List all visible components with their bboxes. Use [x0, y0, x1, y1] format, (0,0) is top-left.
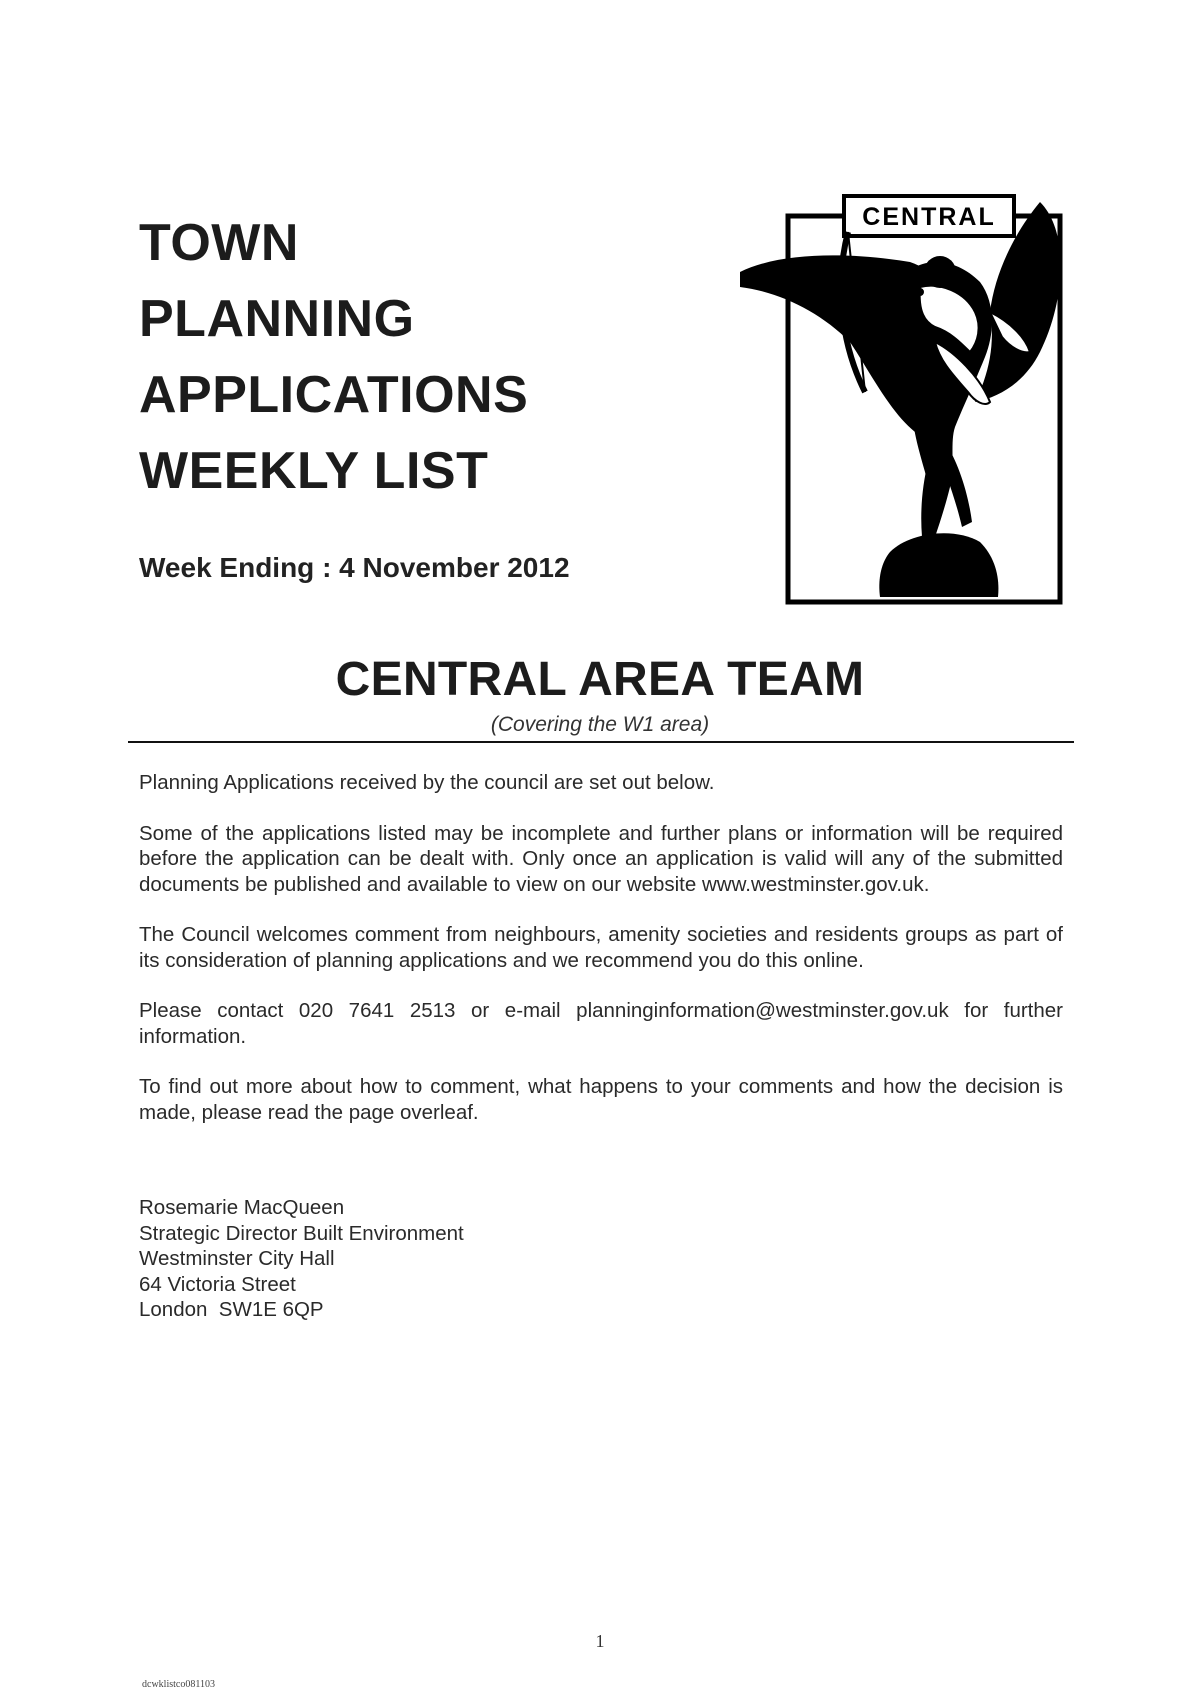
- signature-line: Westminster City Hall: [139, 1247, 335, 1270]
- central-logo: [740, 192, 1070, 612]
- signature-line: Strategic Director Built Environment: [139, 1221, 464, 1245]
- signature-line: London SW1E 6QP: [139, 1298, 324, 1321]
- title-line: WEEKLY LIST: [139, 442, 489, 500]
- paragraph: Planning Applications received by the council are set out below.: [139, 771, 715, 794]
- logo-label: CENTRAL: [862, 203, 996, 231]
- title-line: PLANNING: [139, 290, 415, 348]
- document-reference: dcwklistco081103: [142, 1679, 215, 1690]
- signature-line: Rosemarie MacQueen: [139, 1196, 345, 1219]
- title-line: TOWN: [139, 214, 299, 272]
- paragraph: Please contact 020 7641 2513 or e-mail planninginformation@westminster.gov.uk for further information.: [139, 999, 1063, 1048]
- intro-text: [139, 770, 1063, 1150]
- document-title: [139, 205, 659, 509]
- area-team-title: CENTRAL AREA TEAM: [335, 653, 865, 706]
- paragraph: The Council welcomes comment from neighbours, amenity societies and residents groups as part of its consideration of planning applications and we recommend you do this online.: [139, 923, 1063, 972]
- paragraph: To find out more about how to comment, what happens to your comments and how the decision is made, please read the page overleaf.: [139, 1075, 1063, 1124]
- area-team-subtitle: (Covering the W1 area): [490, 713, 710, 736]
- signature-line: 64 Victoria Street: [139, 1272, 296, 1296]
- paragraph: Some of the applications listed may be incomplete and further plans or information will be required before the application can be dealt with. Only once an application is valid will any of the submitted documents be published and available to view on our website www.westminster.gov.uk.: [139, 821, 1063, 896]
- page-number: 1: [595, 1631, 605, 1651]
- title-line: APPLICATIONS: [139, 366, 529, 424]
- week-ending: Week Ending : 4 November 2012: [139, 552, 570, 583]
- signature-block: [139, 1195, 464, 1323]
- divider: [128, 741, 1074, 743]
- eros-statue-icon: [740, 192, 1070, 612]
